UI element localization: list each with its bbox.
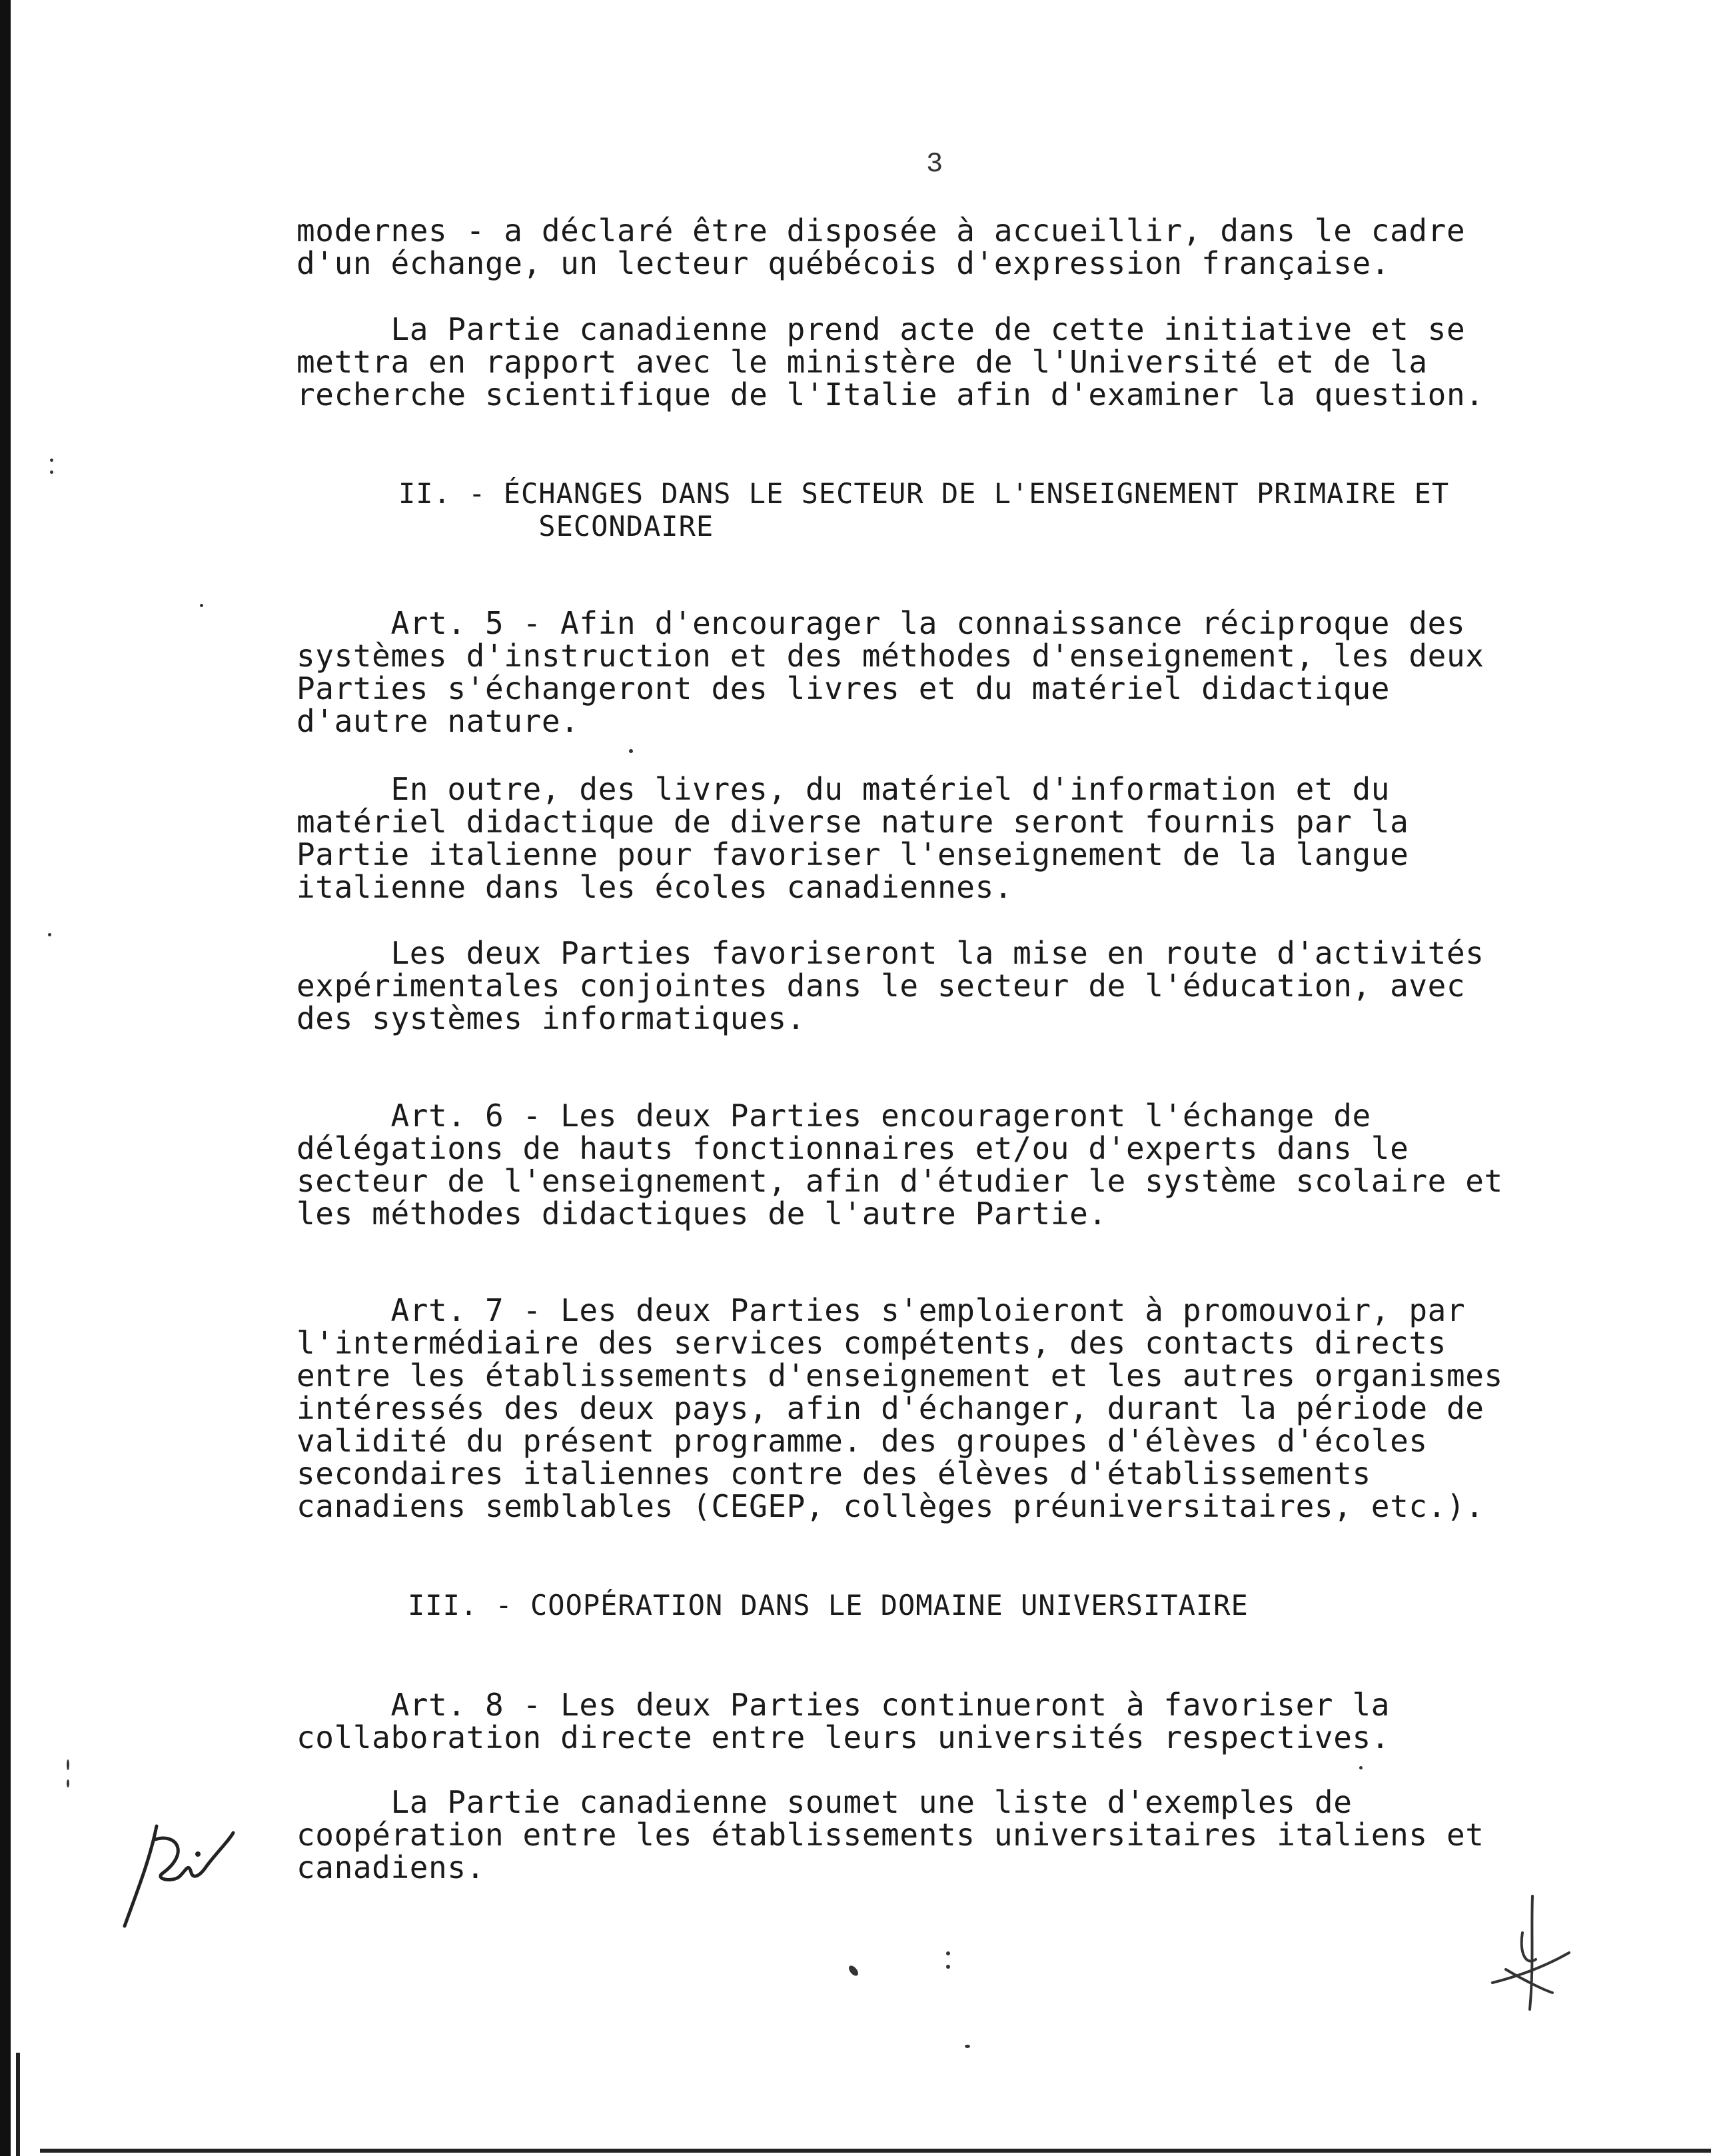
section-heading-3 [408, 1589, 1249, 1621]
text-line: collaboration directe entre leurs universités respectives. [296, 1719, 1391, 1755]
text-line: italienne dans les écoles canadiennes. [296, 869, 1013, 905]
paragraph-article-8b [296, 1786, 1602, 1884]
page-number: 3 [926, 148, 943, 180]
scan-speck [67, 1779, 69, 1787]
scan-speck [847, 1964, 859, 1977]
text-line: La Partie canadienne soumet une liste d'exemples de [296, 1784, 1353, 1820]
text-line: SECONDAIRE [398, 510, 714, 542]
text-line: expérimentales conjointes dans le secteur de l'éducation, avec [296, 968, 1466, 1004]
text-line: d'un échange, un lecteur québécois d'expression française. [296, 245, 1391, 281]
text-line: validité du présent programme. des groupes d'élèves d'écoles [296, 1423, 1428, 1459]
handwritten-initials-left-icon [117, 1813, 250, 1933]
text-line: En outre, des livres, du matériel d'information et du [296, 771, 1391, 807]
paragraph-canadian-acknowledgement [296, 313, 1602, 411]
text-line: coopération entre les établissements universitaires italiens et [296, 1817, 1484, 1853]
text-line: Parties s'échangeront des livres et du matériel didactique [296, 670, 1391, 706]
text-line: les méthodes didactiques de l'autre Partie. [296, 1196, 1107, 1232]
scan-binding-mark [16, 2053, 20, 2156]
text-line: l'intermédiaire des services compétents, des contacts directs [296, 1325, 1446, 1361]
scan-speck [50, 471, 53, 474]
text-line: Art. 5 - Afin d'encourager la connaissance réciproque des [296, 605, 1466, 641]
paragraph-intro-continuation [296, 215, 1602, 280]
paragraph-article-8a [296, 1689, 1602, 1754]
text-line: modernes - a déclaré être disposée à accueillir, dans le cadre [296, 213, 1466, 249]
scan-bottom-edge [40, 2149, 1711, 2153]
text-line: Art. 6 - Les deux Parties encourageront l'échange de [296, 1098, 1371, 1134]
text-line: des systèmes informatiques. [296, 1000, 806, 1036]
scan-speck [67, 1759, 69, 1770]
text-line: recherche scientifique de l'Italie afin d'examiner la question. [296, 377, 1484, 413]
paragraph-article-5a [296, 607, 1602, 738]
text-line: III. - COOPÉRATION DANS LE DOMAINE UNIVERSITAIRE [408, 1589, 1249, 1621]
text-line: matériel didactique de diverse nature seront fournis par la [296, 804, 1409, 840]
text-line: d'autre nature. [296, 703, 580, 739]
scan-speck [946, 1965, 950, 1969]
text-line: délégations de hauts fonctionnaires et/ou d'experts dans le [296, 1130, 1409, 1166]
paragraph-article-5b [296, 773, 1602, 904]
text-line: entre les établissements d'enseignement et les autres organismes [296, 1358, 1503, 1394]
text-line: intéressés des deux pays, afin d'échanger, durant la période de [296, 1390, 1484, 1426]
text-line: Art. 7 - Les deux Parties s'emploieront à promouvoir, par [296, 1292, 1466, 1328]
scan-speck [1359, 1766, 1363, 1769]
text-line: secondaires italiennes contre des élèves d'établissements [296, 1456, 1371, 1492]
text-line: La Partie canadienne prend acte de cette initiative et se [296, 311, 1466, 347]
text-line: secteur de l'enseignement, afin d'étudier le système scolaire et [296, 1163, 1503, 1199]
paragraph-article-5c [296, 937, 1602, 1035]
scan-speck [48, 933, 51, 936]
scan-binding-edge [0, 0, 11, 2156]
text-line: canadiens. [296, 1849, 485, 1885]
paragraph-article-7 [296, 1294, 1602, 1523]
text-line: Art. 8 - Les deux Parties continueront à favoriser la [296, 1687, 1391, 1723]
text-line: Partie italienne pour favoriser l'enseignement de la langue [296, 836, 1409, 872]
scan-speck [200, 604, 203, 607]
text-line: II. - ÉCHANGES DANS LE SECTEUR DE L'ENSEIGNEMENT PRIMAIRE ET [398, 477, 1450, 510]
scan-speck [946, 1951, 950, 1955]
scan-speck [50, 459, 53, 462]
scan-speck [629, 749, 633, 753]
scan-speck [965, 2045, 970, 2048]
text-line: systèmes d'instruction et des méthodes d'enseignement, les deux [296, 638, 1484, 674]
section-heading-2 [398, 477, 1449, 542]
paragraph-article-6 [296, 1100, 1602, 1230]
text-line: mettra en rapport avec le ministère de l'Université et de la [296, 344, 1428, 380]
text-line: canadiens semblables (CEGEP, collèges préuniversitaires, etc.). [296, 1488, 1484, 1524]
text-line: Les deux Parties favoriseront la mise en route d'activités [296, 935, 1484, 971]
handwritten-initials-right-icon [1486, 1893, 1579, 2013]
